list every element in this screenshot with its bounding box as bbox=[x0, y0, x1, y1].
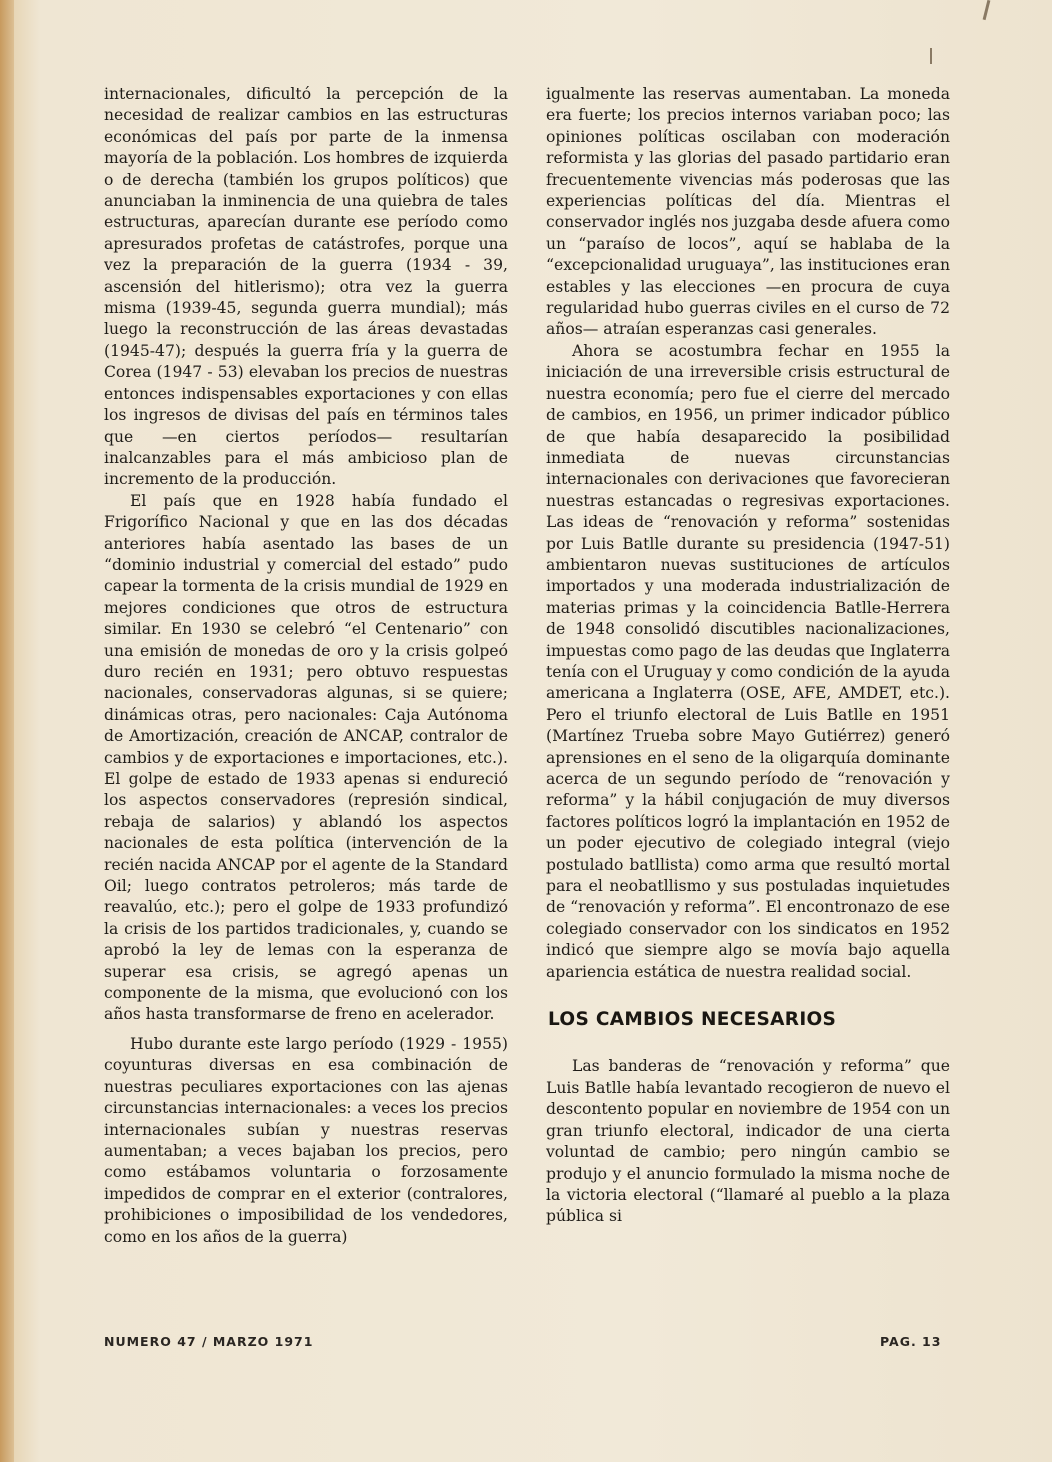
paragraph: Hubo durante este largo período (1929 - 1955) coyunturas diversas en esa combinación de nuestras peculiares exportaciones con las ajenas circunstancias internacionales: a veces los precios internacionales subían y nuestras reservas aumentaban; a veces bajaban los precios, pero como estábamos voluntaria o forzosamente impedidos de comprar en el exterior (contralores, prohibiciones o imposibilidad de los vendedores, como en los años de la guerra) bbox=[104, 1034, 508, 1246]
right-column bbox=[546, 84, 950, 1228]
footer-page-number: PAG. 13 bbox=[880, 1334, 942, 1349]
paragraph: Ahora se acostumbra fechar en 1955 la iniciación de una irreversible crisis estructural de nuestra economía; pero fue el cierre del mercado de cambios, en 1956, un primer indicador público de que había desaparecido la posibilidad inmediata de nuevas circunstancias internacionales con derivaciones que favorecieran nuestras estancadas o regresivas exportaciones. Las ideas de “renovación y reforma” sostenidas por Luis Batlle durante su presidencia (1947-51) ambientaron nuevas sustituciones de artículos importados y una moderada industrialización de materias primas y la coincidencia Batlle-Herrera de 1948 consolidó discutibles nacionalizaciones, impuestas como pago de las deudas que Inglaterra tenía con el Uruguay y como condición de la ayuda americana a Inglaterra (OSE, AFE, AMDET, etc.). Pero el triunfo electoral de Luis Batlle en 1951 (Martínez Trueba sobre Mayo Gutiérrez) generó aprensiones en el seno de la oligarquía dominante acerca de un segundo período de “renovación y reforma” y la hábil conjugación de muy diversos factores políticos logró la implantación en 1952 de un poder ejecutivo de colegiado integral (viejo postulado batllista) como arma que resultó mortal para el neobatllismo y sus postuladas inquietudes de “renovación y reforma”. El encontronazo de ese colegiado conservador con los sindicatos en 1952 indicó que siempre algo se movía bajo aquella apariencia estática de nuestra realidad social. bbox=[546, 341, 950, 981]
page-edge-shadow bbox=[0, 0, 14, 1462]
left-column bbox=[104, 84, 508, 1248]
scan-mark bbox=[983, 0, 991, 20]
paragraph: igualmente las reservas aumentaban. La moneda era fuerte; los precios internos variaban poco; las opiniones políticas oscilaban con moderación reformista y las glorias del pasado partidario eran frecuentemente vivencias más poderosas que las experiencias políticas del día. Mientras el conservador inglés nos juzgaba desde afuera como un “paraíso de locos”, aquí se hablaba de la “excepcionalidad uruguaya”, las instituciones eran estables y las elecciones —en procura de cuya regularidad hubo guerras civiles en el curso de 72 años— atraían esperanzas casi generales. bbox=[546, 85, 950, 339]
paragraph: Las banderas de “renovación y reforma” que Luis Batlle había levantado recogieron de nuevo el descontento popular en noviembre de 1954 con un gran triunfo electoral, indicador de una cierta voluntad de cambio; pero ningún cambio se produjo y el anuncio formulado la misma noche de la victoria electoral (“llamaré al pueblo a la plaza pública si bbox=[546, 1057, 950, 1226]
section-heading: LOS CAMBIOS NECESARIOS bbox=[548, 1009, 837, 1031]
scan-mark bbox=[930, 48, 932, 64]
footer-issue: NUMERO 47 / MARZO 1971 bbox=[104, 1334, 314, 1349]
paragraph: El país que en 1928 había fundado el Frigorífico Nacional y que en las dos décadas anteriores había asentado las bases de un “dominio industrial y comercial del estado” pudo capear la tormenta de la crisis mundial de 1929 en mejores condiciones que otros de estructura similar. En 1930 se celebró “el Centenario” con una emisión de monedas de oro y la crisis golpeó duro recién en 1931; pero obtuvo respuestas nacionales, conservadoras algunas, si se quiere; dinámicas otras, pero nacionales: Caja Autónoma de Amortización, creación de ANCAP, contralor de cambios y de exportaciones e importaciones, etc.). El golpe de estado de 1933 apenas si endureció los aspectos conservadores (represión sindical, rebaja de salarios) y ablandó los aspectos nacionales de esta política (intervención de la recién nacida ANCAP por el agente de la Standard Oil; luego contratos petroleros; más tarde de reavalúo, etc.); pero el golpe de 1933 profundizó la crisis de los partidos tradicionales, y, cuando se aprobó la ley de lemas con la esperanza de superar esa crisis, se agregó apenas un componente de la misma, que evolucionó con los años hasta transformarse de freno en acelerador. bbox=[104, 491, 508, 1024]
paragraph: internacionales, dificultó la percepción de la necesidad de realizar cambios en las estructuras económicas del país por parte de la inmensa mayoría de la población. Los hombres de izquierda o de derecha (también los grupos políticos) que anunciaban la inminencia de una quiebra de tales estructuras, aparecían durante ese período como apresurados profetas de catástrofes, porque una vez la preparación de la guerra (1934 - 39, ascensión del hitlerismo); otra vez la guerra misma (1939-45, segunda guerra mundial); más luego la reconstrucción de las áreas devastadas (1945-47); después la guerra fría y la guerra de Corea (1947 - 53) elevaban los precios de nuestras entonces indispensables exportaciones y con ellas los ingresos de divisas del país en términos tales que —en ciertos períodos— resultarían inalcanzables para el más ambicioso plan de incremento de la producción. bbox=[104, 85, 508, 489]
